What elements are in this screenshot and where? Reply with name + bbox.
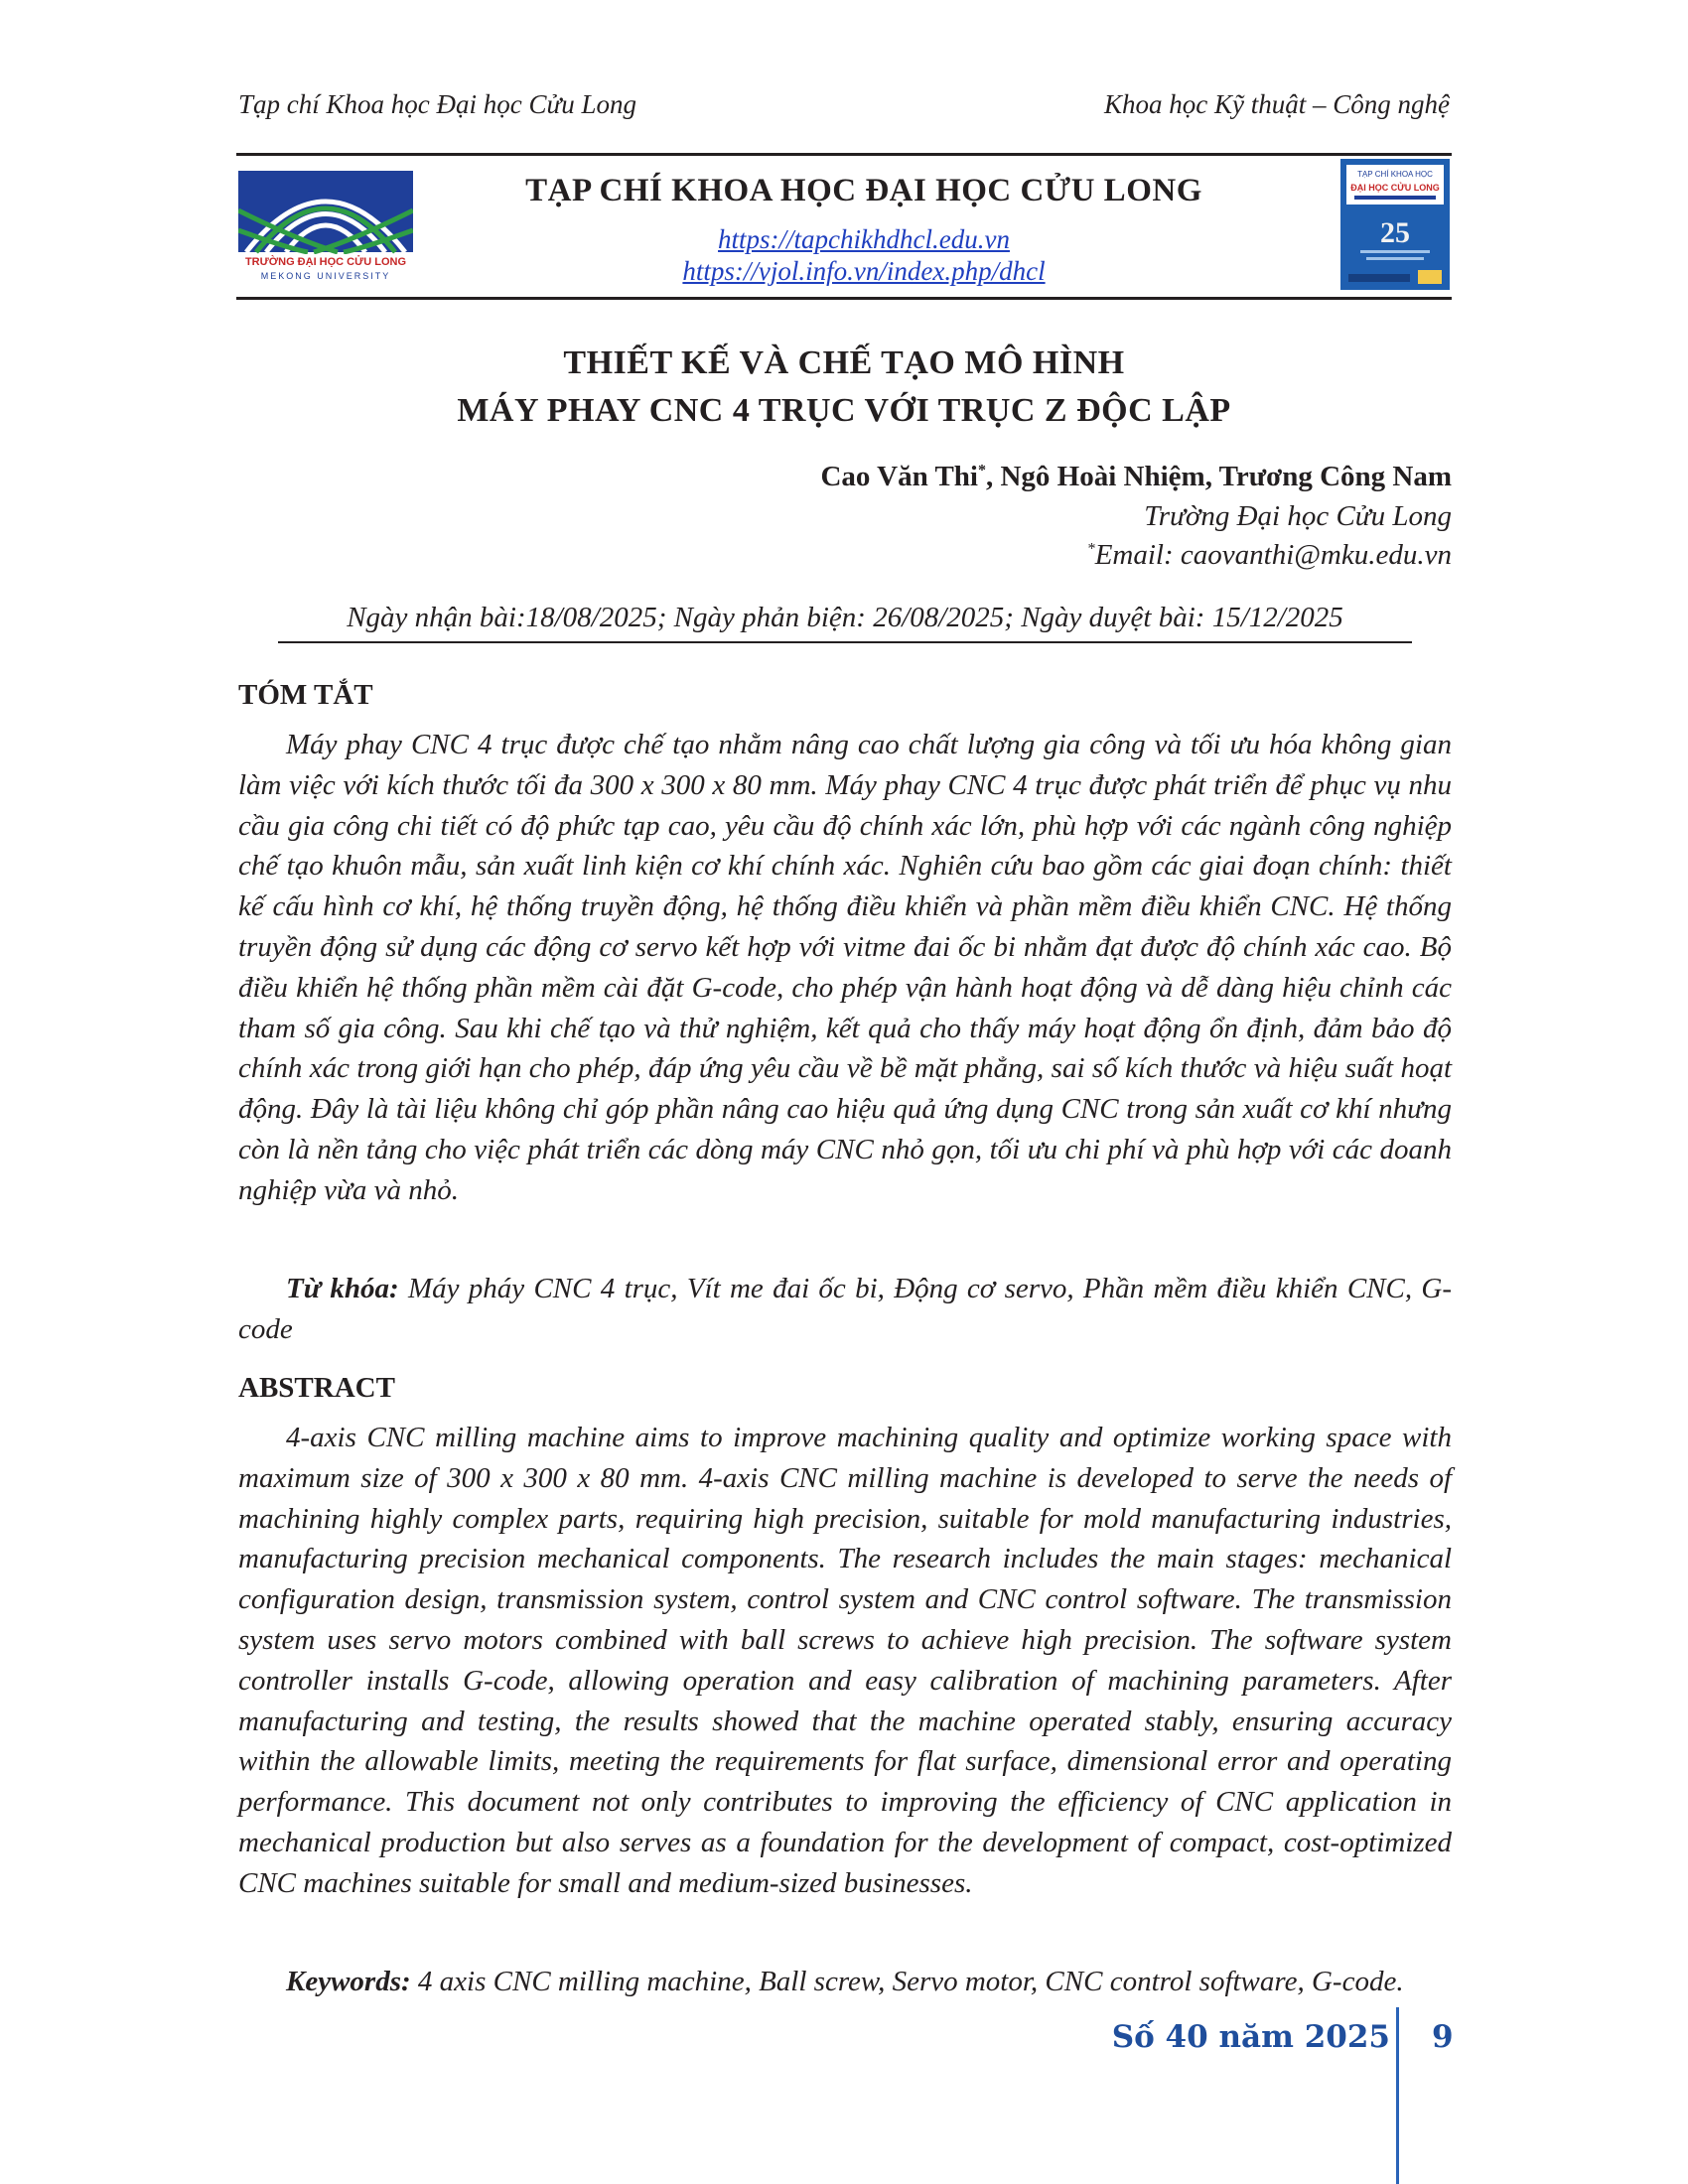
corresponding-author: Cao Văn Thi	[820, 461, 978, 492]
running-header-right: Khoa học Kỹ thuật – Công nghệ	[1104, 89, 1450, 119]
abstract-heading: ABSTRACT	[238, 1372, 395, 1404]
running-header-left: Tạp chí Khoa học Đại học Cửu Long	[238, 89, 636, 119]
co-authors: , Ngô Hoài Nhiệm, Trương Công Nam	[985, 461, 1452, 492]
article-title-line2: MÁY PHAY CNC 4 TRỤC VỚI TRỤC Z ĐỘC LẬP	[457, 392, 1231, 429]
journal-link-2[interactable]: https://vjol.info.vn/index.php/dhcl	[682, 256, 1046, 286]
journal-name: TẠP CHÍ KHOA HỌC ĐẠI HỌC CỬU LONG	[525, 173, 1202, 208]
abstract-keywords-list: 4 axis CNC milling machine, Ball screw, Servo motor, CNC control software, G-code.	[410, 1966, 1404, 1997]
cover-title-big: ĐẠI HỌC CỬU LONG	[1350, 183, 1440, 193]
article-title	[238, 340, 1450, 435]
tomtat-heading: TÓM TẮT	[238, 679, 373, 711]
tomtat-keywords-label: Từ khóa:	[286, 1273, 399, 1304]
abstract-body: 4-axis CNC milling machine aims to improve machining quality and optimize working space with maximum size of 300 x 300 x 80 mm. 4-axis CNC milling machine is developed to serve the needs of machining highly complex parts, requiring high precision, suitable for mold manufacturing industries, manufacturing precision mechanical components. The research includes the main stages: mechanical configuration design, transmission system, control system and CNC control software. The transmission system uses servo motors combined with ball screws to achieve high precision. The software system controller installs G-code, allowing operation and easy calibration of machining parameters. After manufacturing and testing, the results showed that the machine operated stably, ensuring accuracy within the allowable limits, meeting the requirements for flat surface, dimensional error and operating performance. This document not only contributes to improving the efficiency of CNC application in mechanical production but also serves as a foundation for the development of compact, cost-optimized CNC machines suitable for small and medium-sized businesses.	[238, 1422, 1452, 1899]
masthead-bottom-rule	[236, 297, 1452, 300]
journal-link-1[interactable]: https://tapchikhdhcl.edu.vn	[718, 224, 1010, 254]
tomtat-body: Máy phay CNC 4 trục được chế tạo nhằm nâng cao chất lượng gia công và tối ưu hóa không gian làm việc với kích thước tối đa 300 x 300 x 80 mm. Máy phay CNC 4 trục được phát triển để phục vụ nhu cầu gia công chi tiết có độ phức tạp cao, yêu cầu độ chính xác lớn, phù hợp với các ngành công nghiệp chế tạo khuôn mẫu, sản xuất linh kiện cơ khí chính xác. Nghiên cứu bao gồm các giai đoạn chính: thiết kế cấu hình cơ khí, hệ thống truyền động, hệ thống điều khiển và phần mềm điều khiển CNC. Hệ thống truyền động sử dụng các động cơ servo kết hợp với vitme đai ốc bi nhằm đạt được độ chính xác cao. Bộ điều khiển hệ thống phần mềm cài đặt G-code, cho phép vận hành hoạt động và dễ dàng hiệu chỉnh các tham số gia công. Sau khi chế tạo và thử nghiệm, kết quả cho thấy máy hoạt động ổn định, đảm bảo độ chính xác trong giới hạn cho phép, đáp ứng yêu cầu về bề mặt phẳng, sai số kích thước và hiệu suất hoạt động. Đây là tài liệu không chỉ góp phần nâng cao hiệu quả ứng dụng CNC trong sản xuất cơ khí nhưng còn là nền tảng cho việc phát triển các dòng máy CNC nhỏ gọn, tối ưu chi phí và phù hợp với các doanh nghiệp vừa và nhỏ.	[238, 729, 1452, 1206]
affiliation: Trường Đại học Cửu Long	[1144, 500, 1452, 532]
email-text: Email: caovanthi@mku.edu.vn	[1094, 539, 1452, 571]
author-email	[1087, 539, 1452, 572]
journal-cover-thumbnail	[1340, 159, 1450, 290]
cover-number: 25	[1380, 216, 1410, 249]
article-dates: Ngày nhận bài:18/08/2025; Ngày phản biện: 26/08/2025; Ngày duyệt bài: 15/12/2025	[347, 602, 1343, 633]
abstract-keywords	[238, 1962, 1452, 2002]
dates-underline	[278, 641, 1412, 643]
logo-text-line1: TRƯỜNG ĐẠI HỌC CỬU LONG	[244, 256, 407, 268]
page-number: 9	[1432, 2019, 1454, 2055]
tomtat-keywords-list: Máy pháy CNC 4 trục, Vít me đai ốc bi, Động cơ servo, Phần mềm điều khiển CNC, G-code	[238, 1273, 1452, 1345]
issue-label: Số 40 năm 2025	[1111, 2019, 1390, 2055]
email-mark: *	[1086, 540, 1095, 558]
university-arch-logo-icon	[238, 171, 413, 282]
tomtat-keywords	[238, 1269, 1452, 1350]
footer-divider	[1396, 2007, 1399, 2184]
abstract-keywords-label: Keywords:	[286, 1966, 411, 1997]
cover-title-small: TẠP CHÍ KHOA HỌC	[1357, 170, 1433, 179]
corresponding-mark: *	[977, 462, 986, 479]
logo-text-line2: MEKONG UNIVERSITY	[260, 271, 391, 281]
masthead-top-rule	[236, 153, 1452, 156]
article-title-line1: THIẾT KẾ VÀ CHẾ TẠO MÔ HÌNH	[563, 344, 1125, 381]
author-list	[820, 461, 1452, 493]
